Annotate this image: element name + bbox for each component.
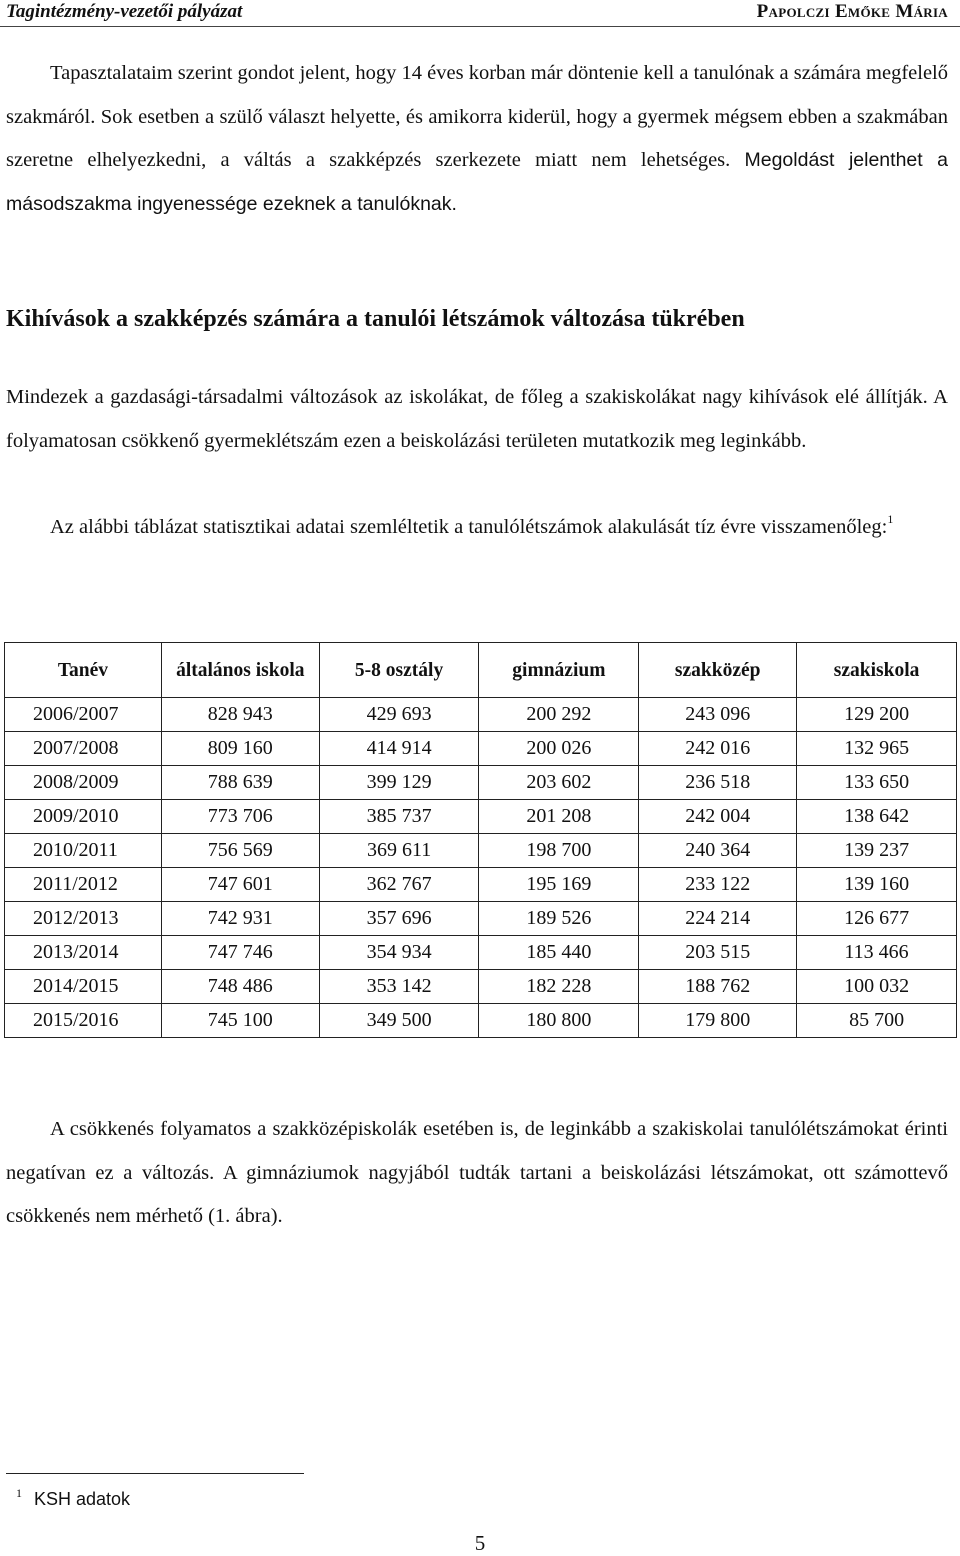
table-cell: 385 737: [319, 800, 479, 834]
table-row: [5, 868, 957, 902]
table-cell: 362 767: [319, 868, 479, 902]
footnote-reference: 1: [887, 512, 894, 526]
table-cell-year: 2006/2007: [5, 698, 162, 732]
table-row: [5, 970, 957, 1004]
table-cell: 133 650: [797, 766, 957, 800]
paragraph-intro: [6, 52, 948, 226]
table-cell-year: 2014/2015: [5, 970, 162, 1004]
table-cell: 132 965: [797, 732, 957, 766]
table-cell: 828 943: [161, 698, 319, 732]
table-cell: 747 746: [161, 936, 319, 970]
table-row: [5, 936, 957, 970]
table-body: [5, 698, 957, 1038]
table-cell-year: 2011/2012: [5, 868, 162, 902]
table-cell: 357 696: [319, 902, 479, 936]
paragraph-intro-sans-text: Megoldást jelenthet a másodszakma ingyenessége ezeknek a tanulóknak.: [6, 149, 949, 215]
paragraph-conclusion: A csökkenés folyamatos a szakközépiskolák esetében is, de leginkább a szakiskolai tanulólétszámokat érinti negatívan ez a változás. A gimnáziumok nagyjából tudták tartani a beiskolázási létszámokat, ott számottevő csökkenés nem mérhető (1. ábra).: [6, 1118, 948, 1227]
table-cell: 180 800: [479, 1004, 639, 1038]
table-cell: 788 639: [161, 766, 319, 800]
paragraph-intro-text: Tapasztalataim szerint gondot jelent, hogy 14 éves korban már döntenie kell a tanulónak a számára megfelelő szakmáról. Sok esetben a szülő választ helyette, és amikorra kiderül, hogy a gyermek mégsem ebben a szakmában szeretne elhelyezkedni, a váltás a szakképzés szerkezete miatt nem lehetséges.: [6, 62, 948, 171]
table-cell-year: 2012/2013: [5, 902, 162, 936]
table-cell: 113 466: [797, 936, 957, 970]
table-cell: 195 169: [479, 868, 639, 902]
table-header-cell: szakközép: [639, 643, 797, 698]
table-cell: 756 569: [161, 834, 319, 868]
table-cell: 747 601: [161, 868, 319, 902]
table-cell: 242 004: [639, 800, 797, 834]
table-cell: 100 032: [797, 970, 957, 1004]
footnote-divider: [6, 1473, 304, 1474]
table-cell: 203 515: [639, 936, 797, 970]
paragraph-table-intro-text: Az alábbi táblázat statisztikai adatai szemléltetik a tanulólétszámok alakulását tíz évre visszamenőleg:: [50, 516, 888, 538]
table-cell: 233 122: [639, 868, 797, 902]
page-number: 5: [474, 1531, 486, 1555]
table-cell: 414 914: [319, 732, 479, 766]
paragraph-table-intro: [6, 506, 948, 550]
table-row: [5, 766, 957, 800]
section-heading: Kihívások a szakképzés számára a tanulói létszámok változása tükrében: [6, 306, 745, 332]
table-cell-year: 2007/2008: [5, 732, 162, 766]
header-author: Papolczi Emőke Mária: [756, 1, 948, 22]
table-header-cell: gimnázium: [479, 643, 639, 698]
table-cell: 129 200: [797, 698, 957, 732]
table-header-cell: 5-8 osztály: [319, 643, 479, 698]
footnote: [6, 1486, 130, 1510]
table-header-cell: általános iskola: [161, 643, 319, 698]
table-cell: 139 160: [797, 868, 957, 902]
table-row: [5, 698, 957, 732]
table-cell: 189 526: [479, 902, 639, 936]
table-cell: 773 706: [161, 800, 319, 834]
student-numbers-table: [4, 642, 957, 1038]
table-cell: 243 096: [639, 698, 797, 732]
table-row: [5, 1004, 957, 1038]
table-cell-year: 2009/2010: [5, 800, 162, 834]
table-cell: 742 931: [161, 902, 319, 936]
table-cell: 200 292: [479, 698, 639, 732]
table-cell: 203 602: [479, 766, 639, 800]
table-cell: 349 500: [319, 1004, 479, 1038]
table-row: [5, 732, 957, 766]
table-header-row: [5, 643, 957, 698]
table-cell-year: 2015/2016: [5, 1004, 162, 1038]
table-row: [5, 800, 957, 834]
table-cell: 242 016: [639, 732, 797, 766]
table-cell: 188 762: [639, 970, 797, 1004]
footnote-text: KSH adatok: [34, 1489, 131, 1509]
table-cell: 198 700: [479, 834, 639, 868]
page-header: [0, 0, 960, 27]
table-row: [5, 834, 957, 868]
table-cell-year: 2013/2014: [5, 936, 162, 970]
table-cell: 429 693: [319, 698, 479, 732]
table-cell: 745 100: [161, 1004, 319, 1038]
table-cell: 224 214: [639, 902, 797, 936]
table-cell: 369 611: [319, 834, 479, 868]
table-cell: 185 440: [479, 936, 639, 970]
paragraph-challenges: Mindezek a gazdasági-társadalmi változások az iskolákat, de főleg a szakiskolákat nagy kihívások elé állítják. A folyamatosan csökkenő gyermeklétszám ezen a beiskolázási területen mutatkozik meg leginkább.: [6, 386, 948, 452]
table-cell: 240 364: [639, 834, 797, 868]
table-cell: 139 237: [797, 834, 957, 868]
table-cell-year: 2010/2011: [5, 834, 162, 868]
table-cell: 809 160: [161, 732, 319, 766]
header-title: Tagintézmény-vezetői pályázat: [6, 1, 243, 22]
table-cell: 201 208: [479, 800, 639, 834]
table-cell: 179 800: [639, 1004, 797, 1038]
table-cell: 126 677: [797, 902, 957, 936]
footnote-mark: 1: [16, 1486, 22, 1500]
table-row: [5, 902, 957, 936]
table-cell: 399 129: [319, 766, 479, 800]
table-header-cell: Tanév: [5, 643, 162, 698]
table-header-cell: szakiskola: [797, 643, 957, 698]
table-cell: 748 486: [161, 970, 319, 1004]
table-cell: 353 142: [319, 970, 479, 1004]
table-cell: 138 642: [797, 800, 957, 834]
table-cell: 236 518: [639, 766, 797, 800]
table-cell-year: 2008/2009: [5, 766, 162, 800]
table-cell: 182 228: [479, 970, 639, 1004]
table-cell: 85 700: [797, 1004, 957, 1038]
table-cell: 200 026: [479, 732, 639, 766]
table-cell: 354 934: [319, 936, 479, 970]
